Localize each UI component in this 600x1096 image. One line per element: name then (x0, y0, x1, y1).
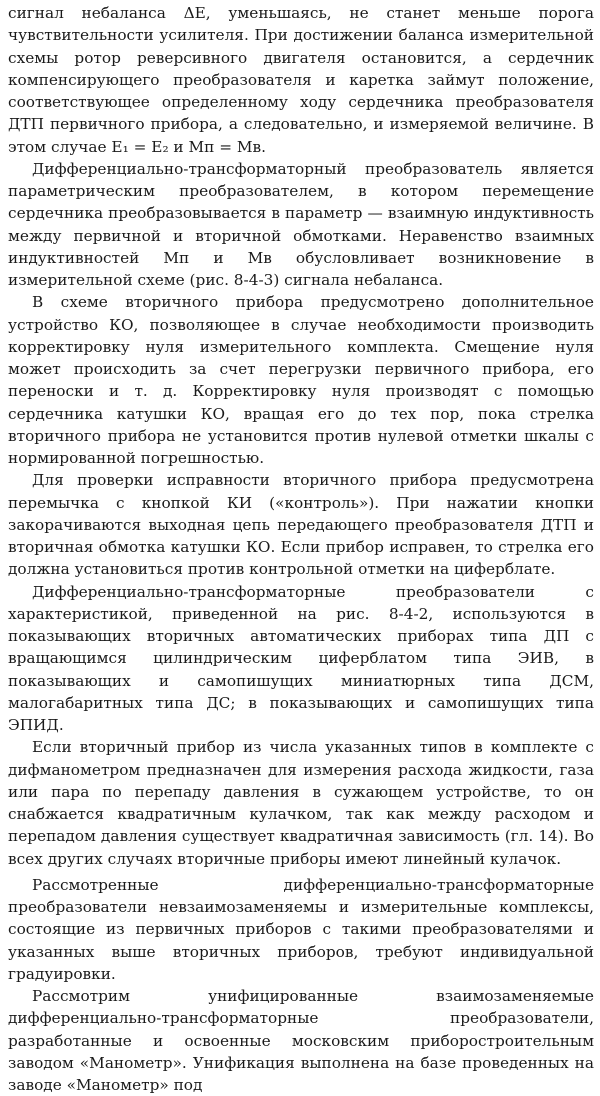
paragraph-6: Если вторичный прибор из числа указанных типов в комплекте с дифманометром предназначен для измерения расхода жидкости, газа или пара по перепаду давления в сужающем устройстве, то он снабжается квадратичным кулачком, так как между расходом и перепадом давления существует квадратичная зависимость (гл. 14). Во всех других случаях вторичные приборы имеют линейный кулачок. (8, 738, 594, 868)
paragraph-5: Дифференциально-трансформаторные преобразователи с характеристикой, приведенной на рис. 8-4-2, используются в показывающих вторичных автоматических приборах типа ДП с вращающимся цилиндрическим циферблатом типа ЭИВ, в показывающих и самопишущих миниатюрных типа ДСМ, малогабаритных типа ДС; в показывающих и самопишущих типа ЭПИД. (8, 582, 594, 734)
paragraph-8: Рассмотрим унифицированные взаимозаменяемые дифференциально-трансформаторные преобразователи, разработанные и освоенные московским приборостроительным заводом «Манометр». Унификация выполнена на базе проведенных на заводе «Манометр» под (8, 987, 594, 1094)
paragraph-3: В схеме вторичного прибора предусмотрено дополнительное устройство КО, позволяющее в случае необходимости производить корректировку нуля измерительного комплекта. Смещение нуля может происходить за счет перегрузки первичного прибора, его переноски и т. д. Корректировку нуля производят с помощью сердечника катушки КО, вращая его до тех пор, пока стрелка вторичного прибора не установится против нулевой отметки шкалы с нормированной погрешностью. (8, 293, 594, 467)
paragraph-2: Дифференциально-трансформаторный преобразователь является параметрическим преобразователем, в котором перемещение сердечника преобразовывается в параметр — взаимную индуктивность между первичной и вторичной обмотками. Неравенство взаимных индуктивностей Mп и Mв обусловливает возникновение в измерительной схеме (рис. 8-4-3) сигнала небаланса. (8, 159, 594, 289)
paragraph-7: Рассмотренные дифференциально-трансформаторные преобразователи невзаимозаменяемы и измерительные комплексы, состоящие из первичных приборов с такими преобразователями и указанных выше вторичных приборов, требуют индивидуальной градуировки. (8, 875, 594, 983)
document-page (8, 2, 594, 1096)
paragraph-4: Для проверки исправности вторичного прибора предусмотрена перемычка с кнопкой КИ («контроль»). При нажатии кнопки закорачиваются выходная цепь передающего преобразователя ДТП и вторичная обмотка катушки КО. Если прибор исправен, то стрелка его должна установиться против контрольной отметки на циферблате. (8, 471, 594, 579)
paragraph-1: сигнал небаланса ΔE, уменьшаясь, не станет меньше порога чувствительности усилителя. При достижении баланса измерительной схемы ротор реверсивного двигателя остановится, а сердечник компенсирующего преобразователя и каретка займут положение, соответствующее определенному ходу сердечника преобразователя ДТП первичного прибора, а следовательно, и измеряемой величине. В этом случае E₁ = E₂ и Mп = Mв. (8, 4, 594, 156)
